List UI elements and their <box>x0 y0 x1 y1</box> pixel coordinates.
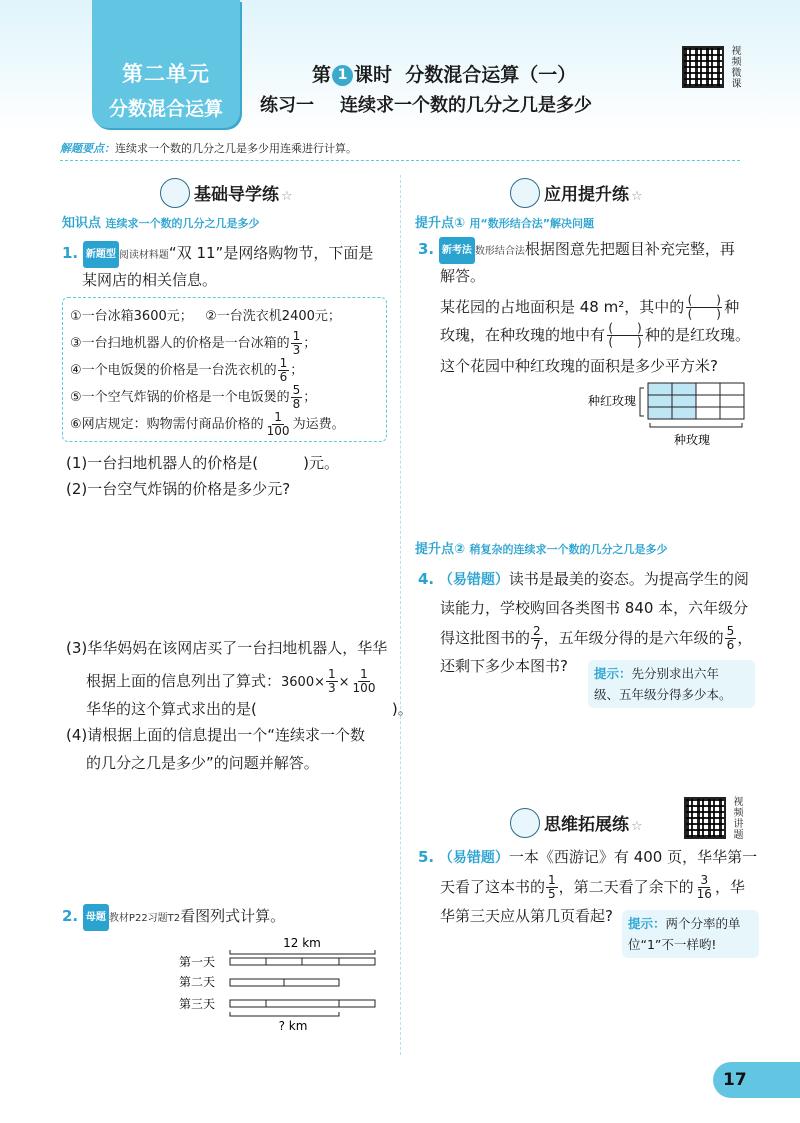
q1-part3-line3: 华华的这个算式求出的是( )。 <box>86 700 413 718</box>
fraction-denominator: 100 <box>352 681 376 695</box>
q5-text: ，第二天看了余下的 <box>558 878 694 896</box>
qr-code-icon[interactable] <box>682 46 724 88</box>
semicolon: ； <box>303 390 317 405</box>
fraction-numerator: 1 <box>328 667 336 681</box>
q3-body-text: 某花园的占地面积是 48 m²，其中的 <box>440 298 685 316</box>
q3-number: 3. <box>418 240 435 258</box>
grid-left-brace <box>640 388 644 416</box>
q3-body-text: 种 <box>724 298 740 316</box>
q3-text-line1: 根据图意先把题目补充完整，再 <box>524 240 735 258</box>
star-icon: ☆ <box>631 819 643 834</box>
grid-bottom-brace <box>650 423 742 427</box>
diagram-bar-day3 <box>230 1000 375 1007</box>
diagram-top-label: 12 km <box>283 936 321 950</box>
grid-bottom-label: 种玫瑰 <box>673 433 711 447</box>
q3-tag-type: 数形结合法 <box>474 246 525 257</box>
q3-body-line3: 这个花园中种红玫瑰的面积是多少平方米? <box>440 357 718 375</box>
q4-line2: 读能力，学校购回各类图书 840 本，六年级分 <box>440 599 749 617</box>
star-icon: ☆ <box>281 189 293 204</box>
grid-left-label: 种红玫瑰 <box>588 394 637 408</box>
fraction-denominator: 5 <box>548 887 556 901</box>
q2-text: 看图列式计算。 <box>180 907 286 925</box>
fraction-numerator: 1 <box>548 873 556 887</box>
info-item-4-text: ④一个电饭煲的价格是一台洗衣机的 <box>70 363 277 378</box>
info-item-1: ①一台冰箱3600元； <box>70 309 193 324</box>
unit-subtitle: 分数混合运算 <box>108 98 223 120</box>
fraction <box>531 625 543 652</box>
kp2-key: 提升点② <box>415 542 466 557</box>
q5-text: 一本《西游记》有 400 页，华华第一 <box>508 848 758 866</box>
blank-denominator: ( ) <box>687 307 721 321</box>
fraction <box>546 874 558 901</box>
q4-text: ，五年级分得的是六年级的 <box>543 629 724 647</box>
lesson-number: 1 <box>332 65 353 86</box>
fraction-numerator: 2 <box>533 624 541 638</box>
fraction-denominator: 3 <box>328 681 336 695</box>
fraction <box>265 411 292 438</box>
formula-start: 3600× <box>281 675 325 690</box>
q3-body-line2 <box>440 322 750 349</box>
q2-number: 2. <box>62 907 79 925</box>
fraction-numerator: 1 <box>279 356 288 370</box>
grid-shaded-column <box>672 383 696 419</box>
info-item-5-text: ⑤一个空气炸锅的价格是一个电饭煲的 <box>70 390 290 405</box>
q5-number: 5. <box>418 848 435 866</box>
q1-part3-line2 <box>86 668 378 695</box>
q4-line4: 还剩下多少本图书? <box>440 657 568 675</box>
section-title-thinking <box>510 808 643 838</box>
q3-text-line2: 解答。 <box>440 267 486 285</box>
unit-badge <box>92 0 240 128</box>
fraction-denominator: 3 <box>292 343 301 357</box>
section-title-text: 应用提升练 <box>544 185 629 205</box>
info-item-3-text: ③一台扫地机器人的价格是一台冰箱的 <box>70 336 290 351</box>
fraction-denominator: 8 <box>292 397 301 411</box>
fraction-denominator: 6 <box>279 370 288 384</box>
q1-tag-type: 阅读材料题 <box>118 250 169 261</box>
q2-segment-diagram <box>175 930 395 1035</box>
q3-tag: 新考法 <box>439 237 475 264</box>
info-item-3 <box>70 330 376 357</box>
blank-fraction[interactable] <box>684 294 724 321</box>
hint-text: 级、五年级分得多少本。 <box>594 687 732 702</box>
q3-body-line1 <box>440 294 739 321</box>
fraction-numerator: 5 <box>726 624 735 638</box>
q1-tag: 新题型 <box>83 241 119 268</box>
diagram-row-label-3: 第三天 <box>179 997 216 1011</box>
info-item-4 <box>70 357 376 384</box>
hint-key: 提示： <box>594 666 632 681</box>
knowledge-point-2 <box>415 538 668 557</box>
times-sign: × <box>338 675 350 690</box>
blank-fraction[interactable] <box>605 322 645 349</box>
lesson-suffix: 课时 <box>354 64 393 86</box>
q4-text: ， <box>737 629 753 647</box>
q4-text: 得这批图书的 <box>440 629 531 647</box>
section-title-applied <box>510 178 643 208</box>
grid-shaded-column <box>648 383 672 419</box>
q4-line3 <box>440 625 752 652</box>
hint-text: 位“1”不一样哟! <box>628 937 717 952</box>
tip-bar <box>60 140 740 161</box>
semicolon: ； <box>290 363 304 378</box>
mascot-icon <box>160 178 190 208</box>
q1-text-line1: “双 11”是网络购物节，下面是 <box>168 244 374 262</box>
diagram-row-label-1: 第一天 <box>179 955 216 969</box>
q5-line2 <box>440 874 745 901</box>
kp2-text: 稍复杂的连续求一个数的几分之几是多少 <box>469 543 668 556</box>
fraction-numerator: 1 <box>360 667 368 681</box>
column-divider <box>400 175 401 1055</box>
fraction-numerator: 1 <box>274 410 282 424</box>
q5-tag: （易错题） <box>438 850 509 866</box>
info-list <box>70 303 376 438</box>
q4-hint <box>588 660 755 708</box>
q1-intro <box>62 241 392 268</box>
q1-part4-line1: (4)请根据上面的信息提出一个“连续求一个数 <box>66 726 366 744</box>
knowledge-point <box>62 212 260 231</box>
diagram-bottom-brace <box>230 1012 339 1016</box>
knowledge-key: 知识点 <box>62 216 102 231</box>
fraction <box>291 384 303 411</box>
q5-line1 <box>418 845 757 871</box>
q5-hint <box>622 910 759 958</box>
unit-title: 第二单元 <box>122 62 210 86</box>
diagram-top-brace <box>230 950 375 954</box>
section-title-text: 基础导学练 <box>194 185 279 205</box>
q1-part2: (2)一台空气炸锅的价格是多少元? <box>66 480 291 498</box>
star-icon: ☆ <box>631 189 643 204</box>
info-item-6 <box>70 411 376 438</box>
q1-number: 1. <box>62 244 79 262</box>
fraction-numerator: 5 <box>292 383 301 397</box>
q4-text: 读书是最美的姿态。为提高学生的阅 <box>508 570 749 588</box>
q3-body-text: 种的是红玫瑰。 <box>645 326 751 344</box>
blank-numerator: ( ) <box>608 321 642 335</box>
info-item-6-end: 为运费。 <box>292 417 345 432</box>
q1-part4-line2: 的几分之几是多少”的问题并解答。 <box>86 754 319 772</box>
fraction-denominator: 100 <box>266 424 290 438</box>
page-number: 17 <box>713 1062 800 1098</box>
section-title-basic <box>160 178 293 208</box>
kp1-text: 用“数形结合法”解决问题 <box>469 217 595 230</box>
q5-text: ，华 <box>714 878 745 896</box>
diagram-row-label-2: 第二天 <box>179 975 216 989</box>
blank-numerator: ( ) <box>687 293 721 307</box>
qr-code-icon[interactable] <box>684 797 726 839</box>
q1-part3-text: 根据上面的信息列出了算式： <box>86 672 282 690</box>
q3-body-text: 玫瑰，在种玫瑰的地中有 <box>440 326 606 344</box>
knowledge-text: 连续求一个数的几分之几是多少 <box>105 217 260 230</box>
mascot-icon <box>510 178 540 208</box>
info-item-6-text: ⑥网店规定：购物需付商品价格的 <box>70 417 264 432</box>
knowledge-point-1 <box>415 212 594 231</box>
kp1-key: 提升点① <box>415 216 466 231</box>
q4-line1 <box>418 567 749 593</box>
info-item-2: ②一台洗衣机2400元； <box>205 309 341 324</box>
q5-text: 天看了这本书的 <box>440 878 546 896</box>
q4-number: 4. <box>418 570 435 588</box>
q3-grid-diagram <box>588 380 758 460</box>
qr-label-2: 视频讲题 <box>731 796 742 840</box>
fraction <box>291 330 303 357</box>
fraction <box>725 625 737 652</box>
section-title-text: 思维拓展练 <box>544 815 629 835</box>
q4-tag: （易错题） <box>438 572 509 588</box>
fraction-denominator: 6 <box>726 638 735 652</box>
hint-text: 先分别求出六年 <box>631 666 720 681</box>
tip-key: 解题要点： <box>60 142 115 155</box>
fraction-denominator: 7 <box>533 638 541 652</box>
mascot-icon <box>510 808 540 838</box>
q3-intro <box>418 237 735 264</box>
q2-intro <box>62 904 285 931</box>
semicolon: ； <box>303 336 317 351</box>
qr-label: 视频微课 <box>729 45 740 89</box>
lesson-prefix: 第 <box>312 64 332 86</box>
fraction <box>278 357 290 384</box>
fraction-numerator: 3 <box>700 873 709 887</box>
lesson-name: 分数混合运算（一） <box>405 64 577 86</box>
exercise-name: 连续求一个数的几分之几是多少 <box>340 95 592 116</box>
q2-tag-source: 教材P22习题T2 <box>108 913 181 924</box>
info-item-5 <box>70 384 376 411</box>
diagram-bottom-label: ? km <box>278 1019 308 1033</box>
tip-text: 连续求一个数的几分之几是多少用连乘进行计算。 <box>115 142 357 155</box>
exercise-title <box>260 91 618 117</box>
hint-text: 两个分率的单 <box>665 916 741 931</box>
blank-denominator: ( ) <box>608 335 642 349</box>
exercise-label: 练习一 <box>260 95 314 116</box>
q1-part3-line1: (3)华华妈妈在该网店买了一台扫地机器人，华华 <box>66 639 388 657</box>
q5-line3: 华第三天应从第几页看起? <box>440 907 613 925</box>
info-item-1-2 <box>70 303 376 330</box>
fraction <box>351 668 378 695</box>
hint-key: 提示： <box>628 916 666 931</box>
q1-text-line2: 某网店的相关信息。 <box>82 271 218 289</box>
fraction-denominator: 16 <box>696 887 712 901</box>
q1-part1: (1)一台扫地机器人的价格是( )元。 <box>66 454 339 472</box>
lesson-title <box>312 60 576 87</box>
fraction-numerator: 1 <box>292 329 301 343</box>
fraction <box>695 874 714 901</box>
fraction <box>326 668 338 695</box>
q2-tag: 母题 <box>83 904 109 931</box>
